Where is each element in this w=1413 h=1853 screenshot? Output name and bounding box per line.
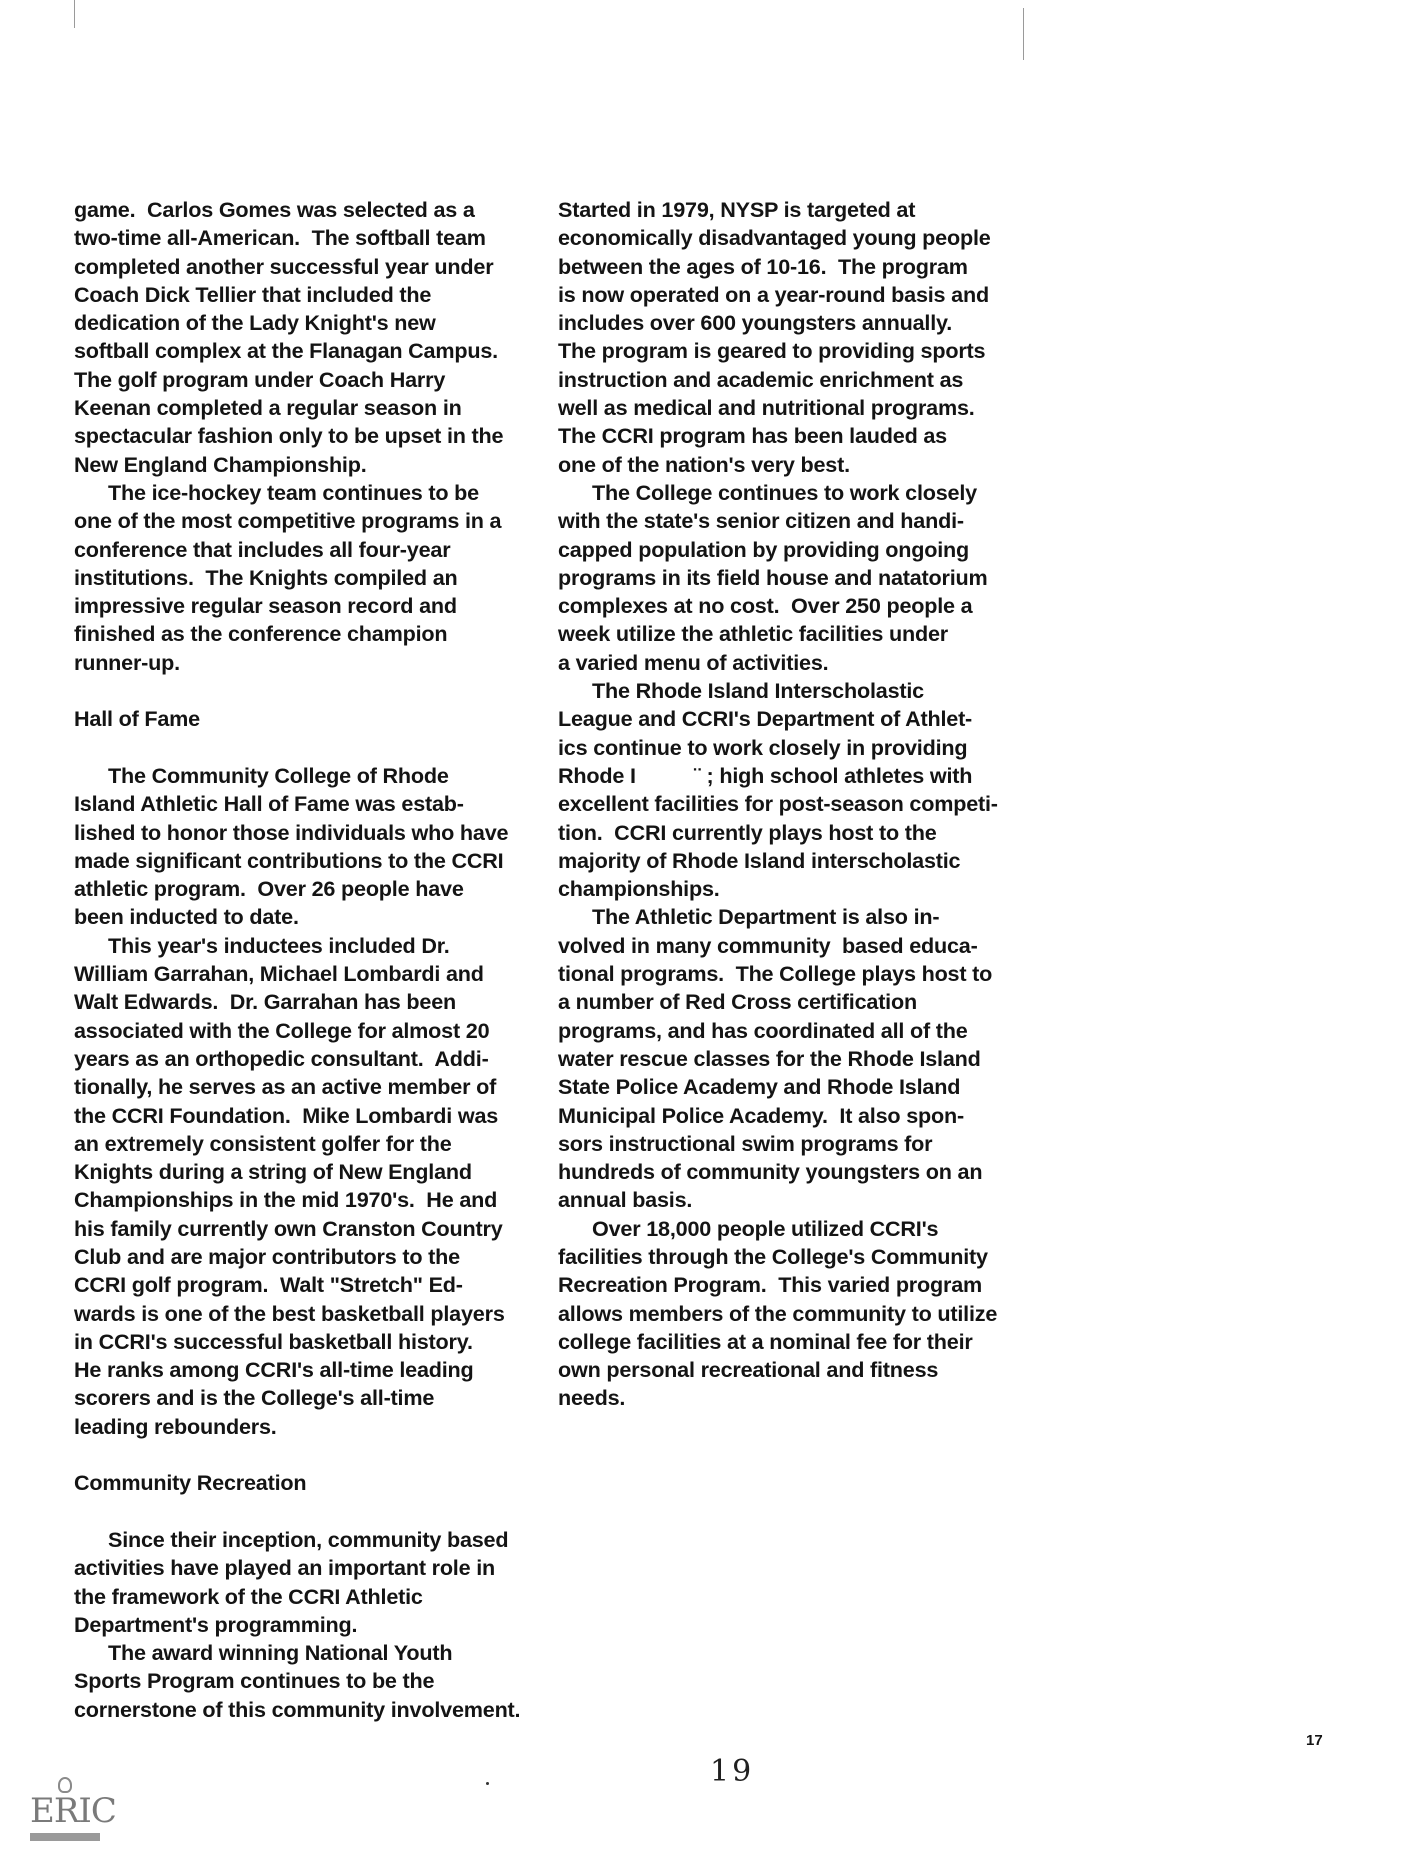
right-column-line: Over 18,000 people utilized CCRI's: [592, 1215, 939, 1241]
left-column-line: dedication of the Lady Knight's new: [74, 310, 436, 336]
right-column-line: Started in 1979, NYSP is targeted at: [558, 197, 916, 222]
right-column-line: needs.: [558, 1385, 626, 1411]
right-column-line: ics continue to work closely in providing: [558, 734, 968, 760]
right-column-line: allows members of the community to utilize: [558, 1300, 998, 1326]
right-column-line: programs in its field house and natatorium: [558, 564, 988, 590]
paragraph-gap: [74, 677, 542, 705]
left-column-line: been inducted to date.: [74, 904, 299, 930]
right-column-line: The CCRI program has been lauded as: [558, 423, 947, 449]
right-column-line: championships.: [558, 876, 720, 902]
right-column-line: water rescue classes for the Rhode Island: [558, 1045, 981, 1071]
right-column-line: tion. CCRI currently plays host to the: [558, 819, 937, 845]
left-column-line: impressive regular season record and: [74, 593, 457, 619]
left-column-line: associated with the College for almost 20: [74, 1017, 490, 1043]
right-column-line: excellent facilities for post-season competi-: [558, 791, 998, 817]
left-column-line: The golf program under Coach Harry: [74, 366, 446, 392]
left-column-line: The ice-hockey team continues to be: [108, 479, 479, 505]
left-column: [74, 196, 542, 1724]
eric-logo-text: ERIC: [30, 1791, 116, 1831]
scan-mark-right: [1023, 8, 1024, 60]
left-column-line: Club and are major contributors to the: [74, 1243, 460, 1269]
right-column-line: well as medical and nutritional programs.: [558, 395, 975, 421]
left-column-line: lished to honor those individuals who have: [74, 819, 509, 845]
left-column-line: game. Carlos Gomes was selected as a: [74, 197, 475, 222]
paragraph-gap: [74, 1441, 542, 1469]
scan-speck: [486, 1782, 489, 1785]
left-column-line: one of the most competitive programs in a: [74, 508, 502, 534]
right-column-line: hundreds of community youngsters on an: [558, 1159, 983, 1185]
left-column-line: Island Athletic Hall of Fame was estab-: [74, 791, 464, 817]
right-column-line: a varied menu of activities.: [558, 649, 829, 675]
eric-logo: [30, 1777, 116, 1843]
scan-mark-left: [74, 0, 75, 28]
left-column-line: in CCRI's successful basketball history.: [74, 1328, 473, 1354]
left-column-line: scorers and is the College's all-time: [74, 1385, 435, 1411]
right-column-line: Municipal Police Academy. It also spon-: [558, 1102, 964, 1128]
left-column-line: Department's programming.: [74, 1611, 358, 1637]
right-column-line: week utilize the athletic facilities under: [558, 621, 948, 647]
left-column-line: athletic program. Over 26 people have: [74, 876, 464, 902]
left-column-line: Keenan completed a regular season in: [74, 395, 462, 421]
left-column-line: finished as the conference champion: [74, 621, 448, 647]
right-column-line: is now operated on a year-round basis and: [558, 281, 989, 307]
left-column-line: New England Championship.: [74, 451, 367, 477]
right-column-line: The College continues to work closely: [592, 479, 977, 505]
left-column-line: This year's inductees included Dr.: [108, 932, 450, 958]
paragraph-gap: [74, 734, 542, 762]
right-column-line: The Rhode Island Interscholastic: [592, 678, 924, 704]
right-column: [558, 196, 1028, 1413]
paragraph-gap: [74, 1498, 542, 1526]
right-column-line: Recreation Program. This varied program: [558, 1272, 983, 1298]
right-column-line: between the ages of 10-16. The program: [558, 253, 968, 279]
right-column-line: League and CCRI's Department of Athlet-: [558, 706, 973, 732]
right-column-line: includes over 600 youngsters annually.: [558, 310, 953, 336]
left-column-line: years as an orthopedic consultant. Addi-: [74, 1045, 489, 1071]
left-column-line: spectacular fashion only to be upset in the: [74, 423, 504, 449]
right-column-line: annual basis.: [558, 1187, 693, 1213]
right-column-line: tional programs. The College plays host to: [558, 961, 993, 987]
left-column-line: the CCRI Foundation. Mike Lombardi was: [74, 1102, 499, 1128]
right-column-line: volved in many community based educa-: [558, 932, 978, 958]
left-column-line: made significant contributions to the CCRI: [74, 847, 504, 873]
left-column-line: his family currently own Cranston Country: [74, 1215, 503, 1241]
left-column-line: cornerstone of this community involvement.: [74, 1696, 521, 1722]
right-column-line: capped population by providing ongoing: [558, 536, 970, 562]
right-column-line: facilities through the College's Community: [558, 1243, 988, 1269]
sheet-number: 19: [710, 1754, 755, 1789]
left-column-line: Since their inception, community based: [108, 1526, 509, 1552]
left-column-line: Sports Program continues to be the: [74, 1668, 435, 1694]
left-column-line: leading rebounders.: [74, 1413, 277, 1439]
left-column-line: The Community College of Rhode: [108, 762, 449, 788]
left-column-line: William Garrahan, Michael Lombardi and: [74, 961, 484, 987]
left-column-line: institutions. The Knights compiled an: [74, 564, 458, 590]
right-column-line: The Athletic Department is also in-: [592, 904, 940, 930]
left-column-line: CCRI golf program. Walt "Stretch" Ed-: [74, 1272, 463, 1298]
right-column-line: Rhode I ¨ ; high school athletes with: [558, 762, 973, 788]
left-column-line: The award winning National Youth: [108, 1640, 453, 1666]
left-column-line: completed another successful year under: [74, 253, 494, 279]
page-number: 17: [1306, 1732, 1323, 1749]
eric-logo-tagline: [30, 1833, 100, 1841]
right-column-line: The program is geared to providing sports: [558, 338, 986, 364]
left-column-line: the framework of the CCRI Athletic: [74, 1583, 423, 1609]
left-column-line: wards is one of the best basketball players: [74, 1300, 505, 1326]
right-column-line: college facilities at a nominal fee for their: [558, 1328, 973, 1354]
left-column-line: Walt Edwards. Dr. Garrahan has been: [74, 989, 457, 1015]
right-column-line: own personal recreational and fitness: [558, 1357, 939, 1383]
right-column-line: complexes at no cost. Over 250 people a: [558, 593, 973, 619]
right-column-line: programs, and has coordinated all of the: [558, 1017, 968, 1043]
right-column-line: sors instructional swim programs for: [558, 1130, 933, 1156]
section-heading: Hall of Fame: [74, 706, 200, 732]
right-column-line: State Police Academy and Rhode Island: [558, 1074, 961, 1100]
left-column-line: two-time all-American. The softball team: [74, 225, 486, 251]
left-column-line: Coach Dick Tellier that included the: [74, 281, 432, 307]
left-column-line: softball complex at the Flanagan Campus.: [74, 338, 498, 364]
right-column-line: with the state's senior citizen and handi-: [558, 508, 964, 534]
left-column-line: He ranks among CCRI's all-time leading: [74, 1357, 474, 1383]
left-column-line: Championships in the mid 1970's. He and: [74, 1187, 498, 1213]
left-column-line: Knights during a string of New England: [74, 1159, 472, 1185]
right-column-line: instruction and academic enrichment as: [558, 366, 964, 392]
left-column-line: activities have played an important role in: [74, 1555, 496, 1581]
right-column-line: one of the nation's very best.: [558, 451, 850, 477]
left-column-line: conference that includes all four-year: [74, 536, 451, 562]
left-column-line: runner-up.: [74, 649, 180, 675]
left-column-line: an extremely consistent golfer for the: [74, 1130, 452, 1156]
right-column-line: majority of Rhode Island interscholastic: [558, 847, 961, 873]
right-column-line: economically disadvantaged young people: [558, 225, 991, 251]
left-column-line: tionally, he serves as an active member of: [74, 1074, 497, 1100]
section-heading: Community Recreation: [74, 1470, 307, 1496]
right-column-line: a number of Red Cross certification: [558, 989, 917, 1015]
